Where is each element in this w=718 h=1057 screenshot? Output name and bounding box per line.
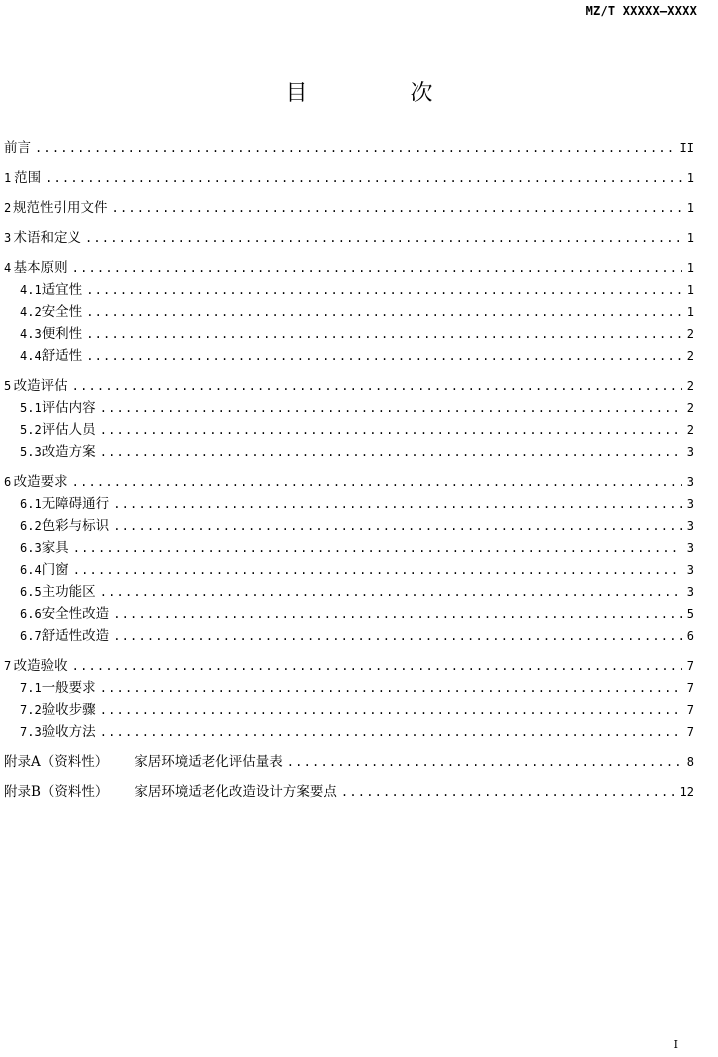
- toc-entry-number: 7.2: [20, 703, 42, 717]
- dot-leader: [100, 397, 682, 419]
- dot-leader: [86, 323, 682, 345]
- toc-entry-number: 4.4: [20, 349, 42, 363]
- page-title: 目 次: [285, 81, 481, 106]
- dot-leader: [100, 721, 682, 743]
- toc-entry-title: 基本原则: [13, 260, 68, 276]
- toc-entry-number: 7: [4, 659, 12, 673]
- toc-entry-page: 7: [686, 725, 694, 739]
- toc-entry-number: 7.1: [20, 681, 42, 695]
- toc-entry-title: 便利性: [41, 326, 83, 342]
- toc-entry-title: 色彩与标识: [41, 518, 110, 534]
- toc-entry[interactable]: [4, 323, 694, 345]
- dot-leader: [86, 345, 682, 367]
- toc-entry-number: 4.3: [20, 327, 42, 341]
- toc-entry-title: 安全性: [41, 304, 83, 320]
- toc-entry-title: 主功能区: [41, 584, 96, 600]
- dot-leader: [100, 699, 682, 721]
- toc-entry-number: 3: [4, 231, 12, 245]
- dot-leader: [72, 257, 682, 279]
- toc-entry-page: 7: [686, 681, 694, 695]
- toc-entry-number: 附录A（资料性）: [4, 754, 109, 770]
- toc-entry[interactable]: [4, 751, 694, 773]
- dot-leader: [72, 471, 682, 493]
- toc-entry-page: 2: [686, 349, 694, 363]
- toc-entry[interactable]: [4, 419, 694, 441]
- toc-entry-title: 改造要求: [13, 474, 68, 490]
- toc-entry[interactable]: [4, 677, 694, 699]
- toc-entry-page: 3: [686, 585, 694, 599]
- toc-entry-number: 5.2: [20, 423, 42, 437]
- toc-entry[interactable]: [4, 537, 694, 559]
- toc-entry-page: 3: [686, 445, 694, 459]
- toc-entry-title: 验收方法: [41, 724, 96, 740]
- toc-entry[interactable]: [4, 345, 694, 367]
- toc-entry-page: 3: [686, 563, 694, 577]
- toc-entry-title: 前言: [4, 140, 31, 156]
- dot-leader: [100, 419, 682, 441]
- toc-entry[interactable]: [4, 375, 694, 397]
- toc-entry-number: 6.1: [20, 497, 42, 511]
- dot-leader: [100, 441, 682, 463]
- toc-entry-number: 5: [4, 379, 12, 393]
- toc-entry-title: 门窗: [41, 562, 69, 578]
- toc-entry-page: 5: [686, 607, 694, 621]
- dot-leader: [100, 581, 682, 603]
- toc-entry[interactable]: [4, 655, 694, 677]
- toc-entry[interactable]: [4, 257, 694, 279]
- toc-entry[interactable]: [4, 197, 694, 219]
- dot-leader: [113, 493, 682, 515]
- dot-leader: [113, 515, 682, 537]
- dot-leader: [72, 655, 682, 677]
- toc-entry[interactable]: [4, 603, 694, 625]
- toc-entry-page: 1: [686, 261, 694, 275]
- dot-leader: [341, 781, 676, 803]
- toc-entry-title: 舒适性: [41, 348, 83, 364]
- toc-entry-title: 改造评估: [13, 378, 68, 394]
- toc-entry[interactable]: [4, 559, 694, 581]
- toc-entry[interactable]: [4, 699, 694, 721]
- toc-entry-title: 舒适性改造: [41, 628, 110, 644]
- toc-entry-number: 6.5: [20, 585, 42, 599]
- toc-entry-number: 6: [4, 475, 12, 489]
- toc-entry-number: 5.3: [20, 445, 42, 459]
- toc-entry-title: 改造方案: [41, 444, 96, 460]
- toc-entry[interactable]: [4, 301, 694, 323]
- table-of-contents: [4, 137, 694, 803]
- toc-entry-page: 7: [686, 659, 694, 673]
- dot-leader: [45, 167, 682, 189]
- toc-entry-number: 附录B（资料性）: [4, 784, 109, 800]
- toc-entry-page: 3: [686, 519, 694, 533]
- toc-entry[interactable]: [4, 137, 694, 159]
- toc-entry[interactable]: [4, 721, 694, 743]
- toc-entry-number: 6.7: [20, 629, 42, 643]
- toc-entry[interactable]: [4, 625, 694, 647]
- toc-entry-page: 2: [686, 379, 694, 393]
- document-code: MZ/T XXXXX—XXXX: [585, 4, 697, 18]
- toc-entry-title: 适宜性: [41, 282, 83, 298]
- toc-entry-number: 4: [4, 261, 12, 275]
- toc-entry[interactable]: [4, 227, 694, 249]
- toc-entry-number: 6.2: [20, 519, 42, 533]
- toc-entry-page: 6: [686, 629, 694, 643]
- dot-leader: [113, 603, 682, 625]
- toc-entry-title: 范围: [14, 170, 42, 186]
- toc-entry-number: 6.6: [20, 607, 42, 621]
- toc-entry-page: II: [679, 141, 694, 155]
- dot-leader: [73, 537, 682, 559]
- toc-entry-page: 1: [686, 305, 694, 319]
- toc-entry-title: 改造验收: [13, 658, 68, 674]
- dot-leader: [85, 227, 682, 249]
- dot-leader: [35, 137, 676, 159]
- dot-leader: [73, 559, 682, 581]
- toc-entry[interactable]: [4, 471, 694, 493]
- toc-entry-title: 无障碍通行: [41, 496, 110, 512]
- dot-leader: [112, 197, 682, 219]
- toc-entry[interactable]: [4, 441, 694, 463]
- toc-entry-page: 3: [686, 497, 694, 511]
- dot-leader: [86, 301, 682, 323]
- toc-entry-title: 验收步骤: [41, 702, 96, 718]
- toc-entry-title: 家具: [41, 540, 69, 556]
- dot-leader: [100, 677, 682, 699]
- dot-leader: [113, 625, 682, 647]
- toc-entry-number: 1: [4, 171, 12, 185]
- toc-entry-page: 1: [686, 231, 694, 245]
- toc-entry-number: 5.1: [20, 401, 42, 415]
- toc-entry-number: 6.4: [20, 563, 42, 577]
- dot-leader: [287, 751, 682, 773]
- toc-entry-number: 4.2: [20, 305, 42, 319]
- toc-entry-title: 规范性引用文件: [13, 200, 108, 216]
- toc-entry-page: 7: [686, 703, 694, 717]
- toc-entry-number: 4.1: [20, 283, 42, 297]
- toc-entry-page: 12: [679, 785, 694, 799]
- toc-entry-page: 2: [686, 401, 694, 415]
- toc-entry-title: 安全性改造: [41, 606, 110, 622]
- toc-entry[interactable]: [4, 167, 694, 189]
- dot-leader: [72, 375, 682, 397]
- toc-entry-page: 8: [686, 755, 694, 769]
- toc-entry-page: 1: [686, 283, 694, 297]
- toc-entry-page: 1: [686, 201, 694, 215]
- toc-entry-page: 2: [686, 327, 694, 341]
- page-number: I: [673, 1038, 678, 1051]
- toc-entry[interactable]: [4, 781, 694, 803]
- toc-entry[interactable]: [4, 397, 694, 419]
- toc-entry-page: 3: [686, 541, 694, 555]
- toc-entry-title: 评估内容: [41, 400, 96, 416]
- toc-entry[interactable]: [4, 581, 694, 603]
- toc-entry-title: 一般要求: [41, 680, 96, 696]
- toc-entry-title: 家居环境适老化评估量表: [134, 754, 283, 770]
- toc-entry-number: 7.3: [20, 725, 42, 739]
- toc-entry-page: 2: [686, 423, 694, 437]
- toc-entry[interactable]: [4, 493, 694, 515]
- toc-entry-title: 评估人员: [41, 422, 96, 438]
- toc-entry-page: 1: [686, 171, 694, 185]
- toc-entry-title: 术语和定义: [13, 230, 81, 246]
- toc-entry[interactable]: [4, 279, 694, 301]
- toc-entry[interactable]: [4, 515, 694, 537]
- toc-entry-page: 3: [686, 475, 694, 489]
- toc-entry-title: 家居环境适老化改造设计方案要点: [134, 784, 337, 800]
- dot-leader: [86, 279, 682, 301]
- toc-entry-number: 6.3: [20, 541, 42, 555]
- toc-entry-number: 2: [4, 201, 12, 215]
